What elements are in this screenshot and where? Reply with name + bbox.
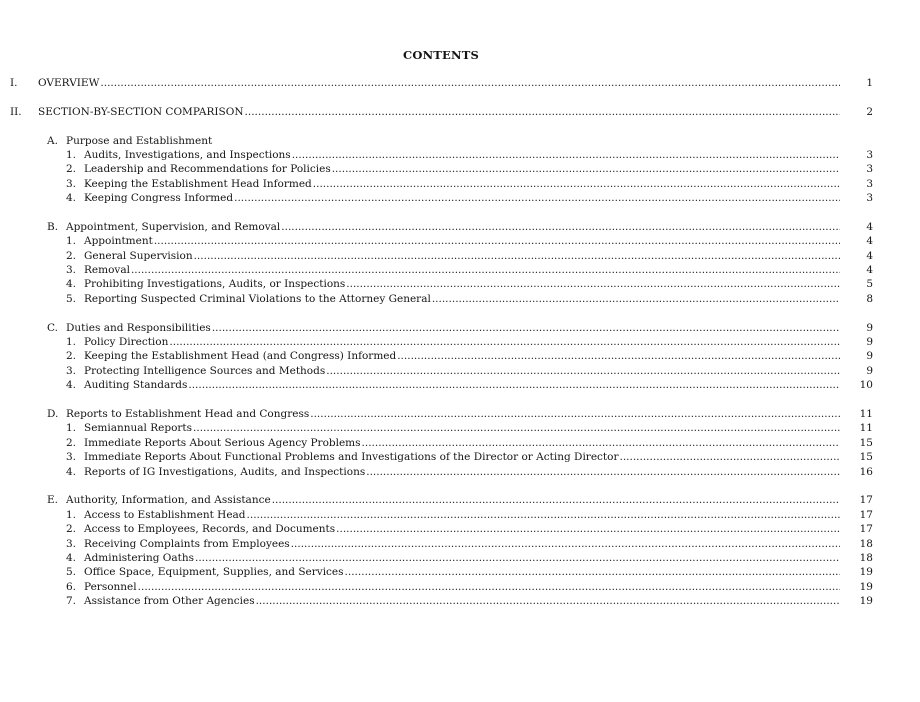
page-number: 15 xyxy=(859,451,873,464)
page-number: 18 xyxy=(859,537,873,550)
item-title: Keeping the Establishment Head Informed xyxy=(84,177,312,190)
section-entry xyxy=(0,220,873,234)
item-number: 2. xyxy=(66,523,77,536)
section-title: Duties and Responsibilities xyxy=(66,321,211,334)
page-number: 17 xyxy=(859,508,873,521)
item-number: 3. xyxy=(66,364,77,377)
section-letter: D. xyxy=(47,407,59,420)
dot-leader xyxy=(188,378,840,392)
subsection-entry xyxy=(0,551,873,565)
dot-leader xyxy=(194,249,840,263)
section-letter: E. xyxy=(47,494,59,507)
page-number: 3 xyxy=(866,148,873,161)
item-title: Reports of IG Investigations, Audits, and Inspections xyxy=(84,465,366,478)
dot-leader xyxy=(346,277,840,291)
page-number: 3 xyxy=(866,192,873,205)
item-number: 4. xyxy=(66,192,77,205)
dot-leader xyxy=(326,364,840,378)
dot-leader xyxy=(272,493,840,507)
section-title: Purpose and Establishment xyxy=(66,134,213,147)
subsection-entry xyxy=(0,292,873,306)
dot-leader xyxy=(345,565,840,579)
item-number: 3. xyxy=(66,177,77,190)
item-title: Administering Oaths xyxy=(84,551,194,564)
item-number: 4. xyxy=(66,465,77,478)
part-title: SECTION-BY-SECTION COMPARISON xyxy=(38,105,244,118)
section-title: Reports to Establishment Head and Congress xyxy=(66,407,310,420)
dot-leader xyxy=(131,263,840,277)
item-number: 2. xyxy=(66,436,77,449)
item-title: Leadership and Recommendations for Policies xyxy=(84,163,331,176)
item-number: 3. xyxy=(66,264,77,277)
subsection-entry xyxy=(0,537,873,551)
dot-leader xyxy=(366,465,840,479)
subsection-entry xyxy=(0,335,873,349)
dot-leader xyxy=(212,321,840,335)
dot-leader xyxy=(138,580,840,594)
item-number: 1. xyxy=(66,422,77,435)
item-title: Appointment xyxy=(84,235,153,248)
page-number: 3 xyxy=(866,163,873,176)
page-number: 10 xyxy=(859,379,873,392)
dot-leader xyxy=(313,177,840,191)
page-number: 4 xyxy=(866,264,873,277)
dot-leader xyxy=(362,436,840,450)
part-number: II. xyxy=(10,105,22,118)
page-number: 16 xyxy=(859,465,873,478)
subsection-entry xyxy=(0,263,873,277)
dot-leader xyxy=(291,537,840,551)
toc-heading: CONTENTS xyxy=(403,48,479,62)
item-number: 3. xyxy=(66,451,77,464)
dot-leader xyxy=(193,421,840,435)
item-title: Prohibiting Investigations, Audits, or Inspections xyxy=(84,278,346,291)
dot-leader xyxy=(397,349,840,363)
item-title: Removal xyxy=(84,264,130,277)
dot-leader xyxy=(169,335,840,349)
subsection-entry xyxy=(0,580,873,594)
page-number: 1 xyxy=(866,77,873,89)
item-title: Policy Direction xyxy=(84,336,169,349)
subsection-entry xyxy=(0,465,873,479)
item-number: 4. xyxy=(66,379,77,392)
dot-leader xyxy=(336,522,840,536)
item-number: 5. xyxy=(66,292,77,305)
section-entry xyxy=(0,493,873,507)
subsection-entry xyxy=(0,349,873,363)
subsection-entry xyxy=(0,234,873,248)
subsection-entry xyxy=(0,522,873,536)
item-number: 4. xyxy=(66,278,77,291)
item-number: 1. xyxy=(66,148,77,161)
subsection-entry xyxy=(0,450,873,464)
dot-leader xyxy=(100,76,840,90)
subsection-entry xyxy=(0,277,873,291)
item-number: 1. xyxy=(66,336,77,349)
subsection-entry xyxy=(0,364,873,378)
subsection-entry xyxy=(0,436,873,450)
dot-leader xyxy=(256,594,840,608)
page-number: 19 xyxy=(859,595,873,608)
item-title: Office Space, Equipment, Supplies, and Services xyxy=(84,566,344,579)
subsection-entry xyxy=(0,508,873,522)
dot-leader xyxy=(432,292,840,306)
dot-leader xyxy=(281,220,840,234)
page-number: 9 xyxy=(866,364,873,377)
dot-leader xyxy=(619,450,840,464)
page-number: 18 xyxy=(859,551,873,564)
item-number: 2. xyxy=(66,249,77,262)
item-title: Immediate Reports About Serious Agency Problems xyxy=(84,436,361,449)
item-number: 5. xyxy=(66,566,77,579)
item-number: 6. xyxy=(66,580,77,593)
item-number: 2. xyxy=(66,163,77,176)
part-number: I. xyxy=(10,77,18,89)
subsection-entry xyxy=(0,249,873,263)
section-entry xyxy=(0,134,873,148)
subsection-entry xyxy=(0,421,873,435)
page-number: 2 xyxy=(866,105,873,118)
item-title: Semiannual Reports xyxy=(84,422,193,435)
page-number: 19 xyxy=(859,580,873,593)
table-of-contents xyxy=(0,76,873,608)
item-number: 4. xyxy=(66,551,77,564)
page-number: 4 xyxy=(866,249,873,262)
dot-leader xyxy=(332,162,840,176)
section-entry xyxy=(0,321,873,335)
page-number: 17 xyxy=(859,494,873,507)
page-number: 19 xyxy=(859,566,873,579)
subsection-entry xyxy=(0,177,873,191)
dot-leader xyxy=(154,234,840,248)
page-number: 9 xyxy=(866,350,873,363)
page-number: 4 xyxy=(866,220,873,233)
page-number: 11 xyxy=(859,407,873,420)
item-title: Keeping the Establishment Head (and Congress) Informed xyxy=(84,350,397,363)
item-title: General Supervision xyxy=(84,249,193,262)
part-entry xyxy=(0,76,873,90)
item-title: Receiving Complaints from Employees xyxy=(84,537,290,550)
page-number: 4 xyxy=(866,235,873,248)
item-number: 1. xyxy=(66,235,77,248)
section-entry xyxy=(0,407,873,421)
page-number: 8 xyxy=(866,292,873,305)
page-number: 11 xyxy=(859,422,873,435)
item-title: Audits, Investigations, and Inspections xyxy=(84,148,291,161)
subsection-entry xyxy=(0,378,873,392)
dot-leader xyxy=(195,551,840,565)
section-letter: C. xyxy=(47,321,58,334)
item-title: Protecting Intelligence Sources and Methods xyxy=(84,364,326,377)
item-title: Personnel xyxy=(84,580,137,593)
item-number: 3. xyxy=(66,537,77,550)
part-entry xyxy=(0,105,873,119)
item-title: Access to Establishment Head xyxy=(84,508,246,521)
item-title: Auditing Standards xyxy=(84,379,188,392)
section-title: Authority, Information, and Assistance xyxy=(66,494,271,507)
item-title: Keeping Congress Informed xyxy=(84,192,234,205)
item-title: Access to Employees, Records, and Documents xyxy=(84,523,336,536)
item-number: 1. xyxy=(66,508,77,521)
dot-leader xyxy=(310,407,840,421)
page-number: 17 xyxy=(859,523,873,536)
dot-leader xyxy=(247,508,840,522)
page-number: 9 xyxy=(866,336,873,349)
item-title: Reporting Suspected Criminal Violations to the Attorney General xyxy=(84,292,431,305)
subsection-entry xyxy=(0,565,873,579)
item-title: Immediate Reports About Functional Problems and Investigations of the Director or Acting Director xyxy=(84,451,619,464)
page-number: 5 xyxy=(866,278,873,291)
section-letter: B. xyxy=(47,220,59,233)
section-letter: A. xyxy=(47,134,58,147)
item-number: 2. xyxy=(66,350,77,363)
subsection-entry xyxy=(0,148,873,162)
item-title: Assistance from Other Agencies xyxy=(84,595,255,608)
section-title: Appointment, Supervision, and Removal xyxy=(66,220,281,233)
dot-leader xyxy=(234,191,840,205)
dot-leader xyxy=(245,105,840,119)
subsection-entry xyxy=(0,594,873,608)
part-title: OVERVIEW xyxy=(38,77,100,89)
dot-leader xyxy=(292,148,840,162)
subsection-entry xyxy=(0,191,873,205)
page-number: 15 xyxy=(859,436,873,449)
page-number: 3 xyxy=(866,177,873,190)
item-number: 7. xyxy=(66,595,77,608)
page-number: 9 xyxy=(866,321,873,334)
subsection-entry xyxy=(0,162,873,176)
